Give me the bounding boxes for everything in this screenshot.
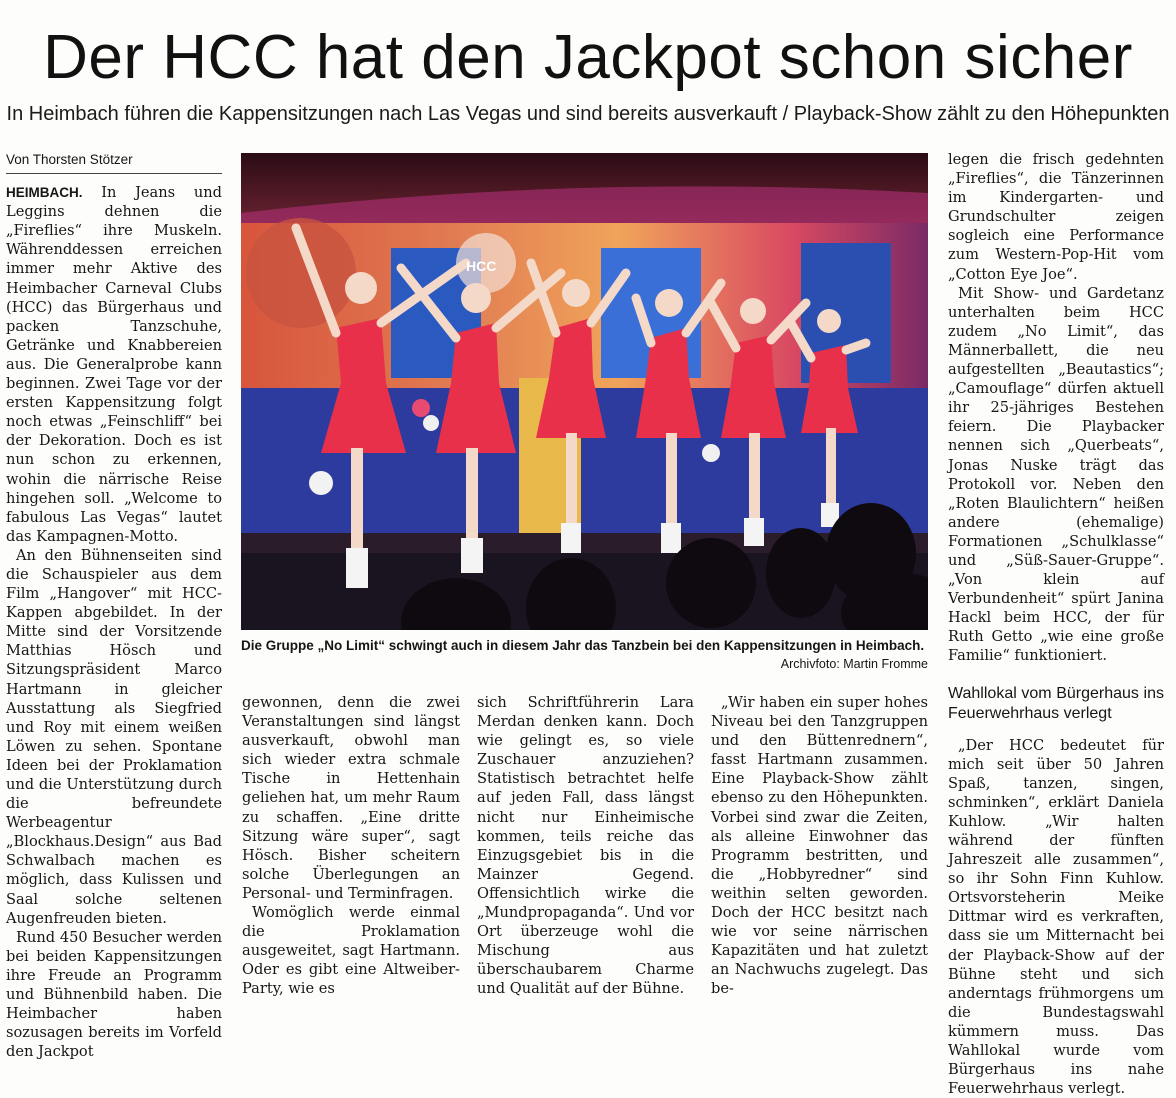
subheading: Wahllokal vom Bürgerhaus ins Feuerwehrhaus verlegt <box>948 684 1164 722</box>
paragraph: Mit Show- und Gardetanz unterhalten beim HCC zudem „No Limit“, das Männerballett, die neu aufgestellten „Beautastics“; „Camouflage“ dürfen aktuell ihr 25-jähriges Bestehen feiern. Die Playbacker nennen sich „Querbeats“, Jonas Nuske trägt das Protokoll vor. Neben den „Roten Blaulichtern“ heißen andere (ehemalige) Formationen „Schulklasse“ und „Süß-Sauer-Gruppe“. „Von klein auf Verbundenheit“ spürt Janina Hackl beim HCC, der für Ruth Getto „wie eine große Familie“ funktioniert. <box>948 284 1164 665</box>
caption-text: Die Gruppe „No Limit“ schwingt auch in diesem Jahr das Tanzbein bei den Kappensitzungen in Heimbach. <box>241 638 925 653</box>
paragraph: Womöglich werde einmal die Proklamation ausgeweitet, sagt Hartmann. Oder es gibt eine Altweiber-Party, wie es <box>242 904 460 998</box>
column-1 <box>6 150 222 1061</box>
column-3 <box>477 693 694 999</box>
subline: In Heimbach führen die Kappensitzungen nach Las Vegas und sind bereits ausverkauft / Playback-Show zählt zu den Höhepunkten <box>6 103 1170 125</box>
column-4 <box>711 693 928 999</box>
paragraph: „Der HCC bedeutet für mich seit über 50 Jahren Spaß, tanzen, singen, schminken“, erklärt Daniela Kuhlow. „Wir halten während der fünften Jahreszeit alle zusammen“, so ihr Sohn Finn Kuhlow. Ortsvorsteherin Meike Dittmar wird es verkraften, dass sie um Mitternacht bei der Playback-Show auf der Bühne steht und sich anderntags frühmorgens um die Bundestagswahl kümmern muss. Das Wahllokal wurde vom Bürgerhaus ins nahe Feuerwehrhaus verlegt. <box>948 736 1164 1098</box>
paragraph: An den Bühnenseiten sind die Schauspieler aus dem Film „Hangover“ mit HCC-Kappen abgebildet. In der Mitte sind der Vorsitzende Matthias Hösch und Sitzungspräsident Marco Hartmann in gleicher Ausstattung als Siegfried und Roy mit einem weißen Löwen zu sehen. Spontane Ideen bei der Proklamation und die Unterstützung durch die befreundete Werbeagentur „Blockhaus.Design“ aus Bad Schwalbach machen es möglich, dass Kulissen und Saal solche seltenen Augenfreuden bieten. <box>6 546 222 927</box>
dateline: HEIMBACH. <box>6 185 83 201</box>
paragraph: Rund 450 Besucher werden bei beiden Kappensitzungen ihre Freude an Programm und Bühnenbild haben. Die Heimbacher haben sozusagen bereits im Vorfeld den Jackpot <box>6 928 222 1061</box>
article-photo <box>241 153 928 630</box>
paragraph: legen die frisch gedehnten „Fireflies“, die Tänzerinnen im Kindergarten- und Grundschulter zeigen sogleich eine Performance zum Western-Pop-Hit vom „Cotton Eye Joe“. <box>948 151 1164 283</box>
photo-credit: Archivfoto: Martin Fromme <box>780 657 928 671</box>
headline: Der HCC hat den Jackpot schon sicher <box>43 23 1133 92</box>
paragraph <box>6 183 222 546</box>
paragraph: „Wir haben ein super hohes Niveau bei den Tanzgruppen und den Büttenrednern“, fasst Hartmann zusammen. Eine Playback-Show zählt ebenso zu den Höhepunkten. Vorbei sind zwar die Zeiten, als alleine Einwohner das Programm bestritten, und die „Hobbyredner“ sind weithin selten geworden. Doch der HCC besitzt nach wie vor seine närrischen Kapazitäten und hat zuletzt an Nachwuchs zugelegt. Das be- <box>711 694 928 998</box>
paragraph-text: In Jeans und Leggins dehnen die „Fireflies“ ihre Muskeln. Währenddessen erreichen immer mehr Aktive des Heimbacher Carneval Clubs (HCC) das Bürgerhaus und packen Tanzschuhe, Getränke und Knabbereien aus. Die Generalprobe kann beginnen. Zwei Tage vor der ersten Kappensitzung folgt noch etwas „Feinschliff“ bei der Dekoration. Doch es ist nun schon zu erkennen, wohin die närrische Reise hingehen soll. „Welcome to fabulous Las Vegas“ lautet das Kampagnen-Motto. <box>6 184 222 545</box>
column-2 <box>242 693 460 999</box>
photo-caption <box>241 637 928 671</box>
paragraph: gewonnen, denn die zwei Veranstaltungen sind längst ausverkauft, obwohl man sich wieder extra schmale Tische in Hettenhain geliehen hat, um mehr Raum zu schaffen. „Eine dritte Sitzung wäre super“, sagt Hösch. Bisher scheitern solche Überlegungen an Personal- und Terminfragen. <box>242 694 460 902</box>
dance-group-photo <box>241 153 928 630</box>
column-5 <box>948 150 1164 1098</box>
paragraph: sich Schriftführerin Lara Merdan denken kann. Doch wie gelingt es, so viele Zuschauer anzuziehen? Statistisch betrachtet helfe auf jeden Fall, dass längst nicht nur Einheimische kommen, teils reiche das Einzugsgebiet bis in die Mainzer Gegend. Offensichtlich wirke die „Mundpropaganda“. Und vor Ort überzeuge wohl die Mischung aus überschaubarem Charme und Qualität auf der Bühne. <box>477 694 694 998</box>
byline: Von Thorsten Stötzer <box>6 150 222 174</box>
photo-sign: HCC <box>466 258 497 274</box>
